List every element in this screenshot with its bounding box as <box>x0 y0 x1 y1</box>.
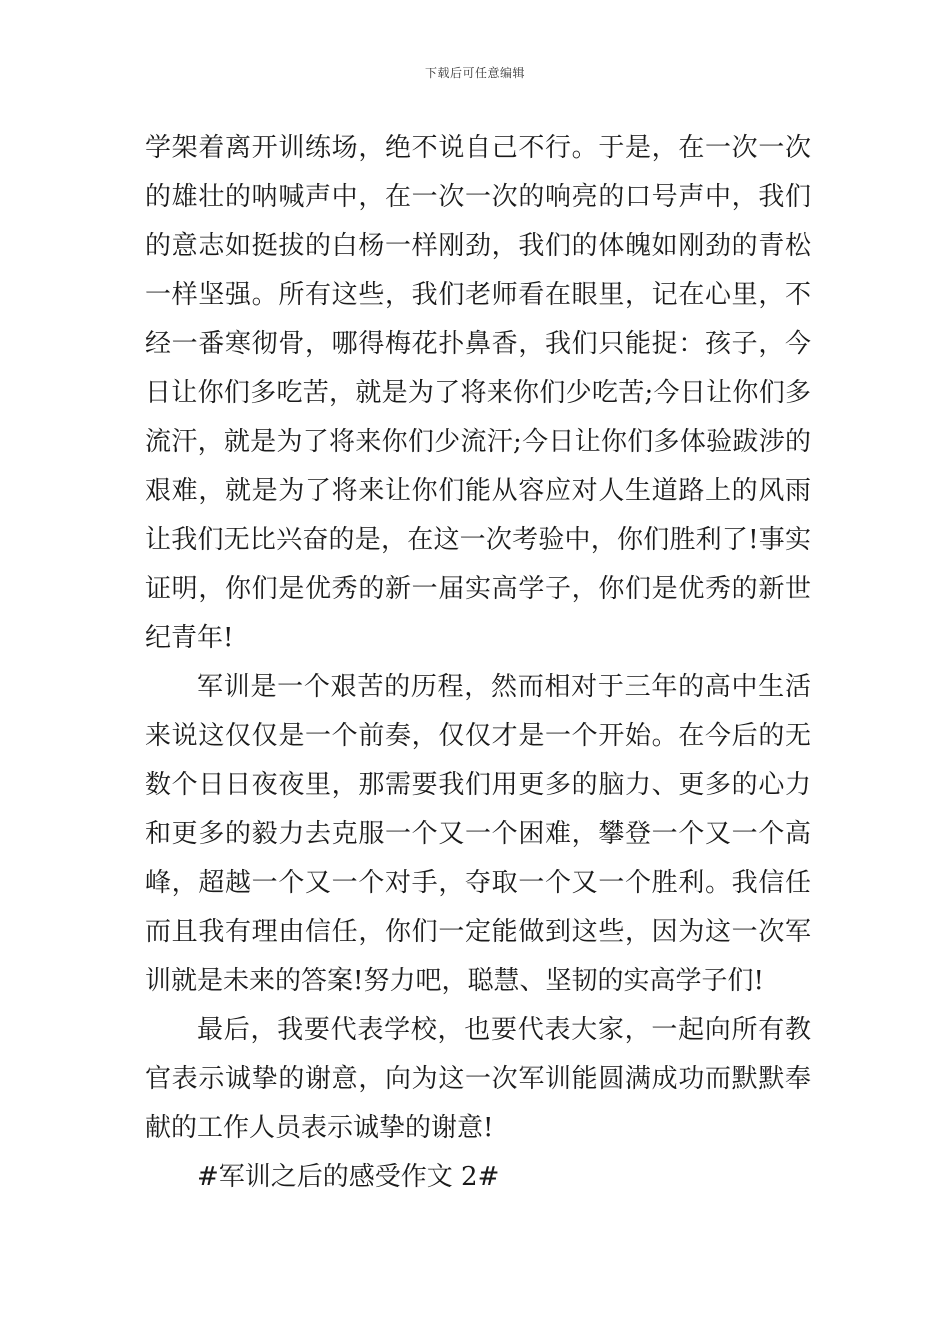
text-line: 证明，你们是优秀的新一届实高学子，你们是优秀的新世 <box>145 574 811 604</box>
text-line: 和更多的毅力去克服一个又一个困难，攀登一个又一个高 <box>145 819 811 849</box>
text-line: 的雄壮的呐喊声中，在一次一次的响亮的口号声中，我们 <box>145 182 811 212</box>
text-line: 而且我有理由信任，你们一定能做到这些，因为这一次军 <box>145 917 811 947</box>
text-line: 献的工作人员表示诚挚的谢意! <box>145 1113 494 1143</box>
text-line: 训就是未来的答案!努力吧，聪慧、坚韧的实高学子们! <box>145 966 764 996</box>
text-line: 让我们无比兴奋的是，在这一次考验中，你们胜利了!事实 <box>145 525 811 555</box>
text-line: 来说这仅仅是一个前奏，仅仅才是一个开始。在今后的无 <box>145 721 811 751</box>
text-line: 日让你们多吃苦，就是为了将来你们少吃苦;今日让你们多 <box>145 378 811 408</box>
text-line: 官表示诚挚的谢意，向为这一次军训能圆满成功而默默奉 <box>145 1064 811 1094</box>
section-heading: #军训之后的感受作文 2# <box>197 1162 500 1192</box>
paragraph-start-line: 最后，我要代表学校，也要代表大家，一起向所有教 <box>197 1015 811 1045</box>
page-header-note: 下载后可任意编辑 <box>424 66 525 80</box>
text-line: 峰，超越一个又一个对手，夺取一个又一个胜利。我信任 <box>145 868 811 898</box>
text-line: 经一番寒彻骨，哪得梅花扑鼻香，我们只能捉：孩子，今 <box>145 329 811 359</box>
text-line: 艰难，就是为了将来让你们能从容应对人生道路上的风雨 <box>145 476 811 506</box>
text-line: 的意志如挺拔的白杨一样刚劲，我们的体魄如刚劲的青松 <box>145 231 811 261</box>
text-line: 纪青年! <box>145 623 234 653</box>
text-line: 流汗，就是为了将来你们少流汗;今日让你们多体验跋涉的 <box>145 427 811 457</box>
text-line: 学架着离开训练场，绝不说自己不行。于是，在一次一次 <box>145 133 811 163</box>
paragraph-start-line: 军训是一个艰苦的历程，然而相对于三年的高中生活 <box>197 672 811 702</box>
text-line: 数个日日夜夜里，那需要我们用更多的脑力、更多的心力 <box>145 770 811 800</box>
document-body <box>145 124 811 1202</box>
text-line: 一样坚强。所有这些，我们老师看在眼里，记在心里，不 <box>145 280 811 310</box>
